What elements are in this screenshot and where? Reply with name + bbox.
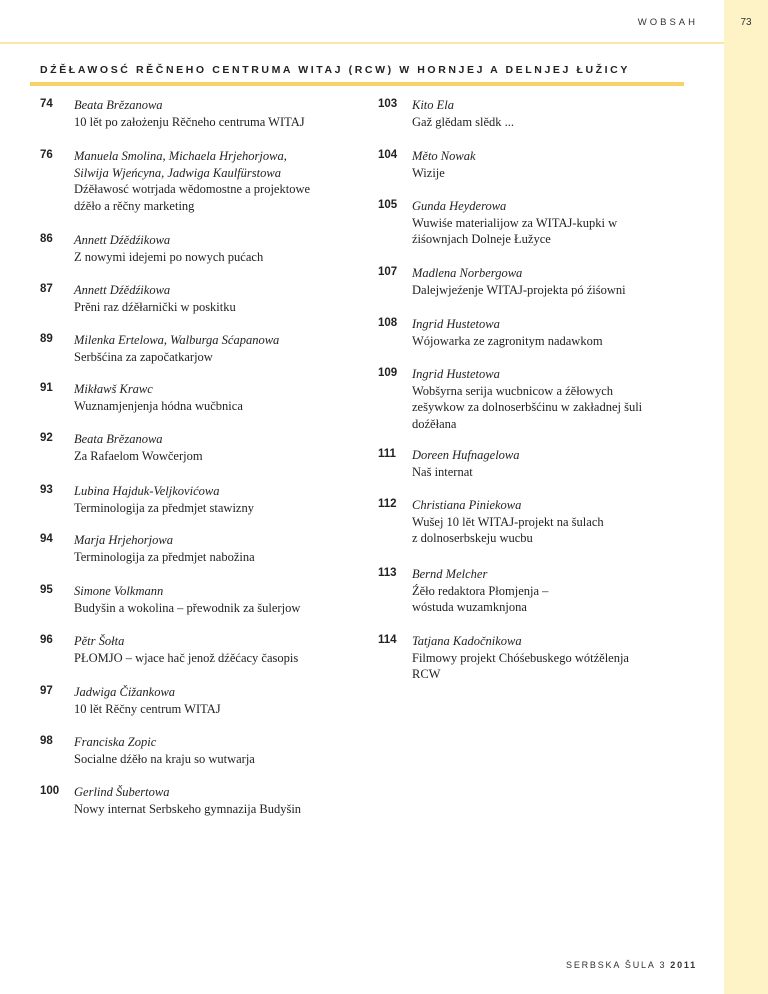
toc-entry-title: Źěło redaktora Płomjenja – wóstuda wuzamknjona [412, 583, 549, 614]
section-title: DŹĚŁAWOSĆ RĚČNEHO CENTRUMA WITAJ (RCW) W HORNJEJ A DELNJEJ ŁUŽICY [40, 64, 630, 76]
toc-entry-text [74, 282, 236, 315]
toc-entry-text [412, 633, 629, 683]
toc-entry-author: Mikławš Krawc [74, 382, 153, 396]
side-strip [724, 0, 768, 994]
toc-entry-page-number: 98 [40, 735, 53, 747]
toc-entry-page-number: 109 [378, 367, 398, 379]
page-number: 73 [740, 17, 752, 28]
running-head: WOBSAH [637, 17, 698, 28]
toc-entry-page-number: 93 [40, 484, 53, 496]
toc-entry-title: Socialne dźěło na kraju so wutwarja [74, 751, 255, 766]
toc-entry-title: Wušej 10 lět WITAJ-projekt na šulach z dolnoserbskeju wucbu [412, 514, 604, 545]
toc-entry-author: Marja Hrjehorjowa [74, 533, 173, 547]
toc-entry-page-number: 95 [40, 584, 53, 596]
toc-entry-text [412, 447, 520, 480]
toc-entry-author: Beata Brězanowa [74, 432, 163, 446]
toc-entry-text [74, 232, 263, 265]
toc-entry-author: Měto Nowak [412, 149, 476, 163]
toc-entry-text [412, 366, 642, 432]
toc-entry-author: Tatjana Kadočnikowa [412, 634, 522, 648]
toc-entry-title: Wuznamjenjenja hódna wučbnica [74, 398, 243, 413]
toc-entry-title: Filmowy projekt Chóśebuskego wótźělenja RCW [412, 650, 629, 681]
toc-entry-page-number: 107 [378, 266, 398, 278]
toc-entry-text [74, 532, 255, 565]
toc-entry-text [412, 265, 626, 298]
footer-year: 2011 [670, 960, 697, 970]
footer-journal: SERBSKA ŠULA 3 [566, 960, 667, 970]
toc-entry-author: Milenka Ertelowa, Walburga Sćapanowa [74, 333, 280, 347]
toc-entry-title: PŁOMJO – wjace hač jenož dźěćacy časopis [74, 650, 299, 665]
toc-entry-page-number: 76 [40, 149, 53, 161]
toc-entry-text [74, 633, 298, 666]
toc-entry-text [412, 316, 603, 349]
toc-entry-author: Lubina Hajduk-Veljkovićowa [74, 484, 220, 498]
toc-entry-author: Beata Brězanowa [74, 98, 163, 112]
toc-entry-text [74, 583, 300, 616]
toc-entry-title: Prěni raz dźěłarnički w poskitku [74, 299, 236, 314]
toc-entry-page-number: 113 [378, 567, 397, 579]
toc-entry-author: Jadwiga Čižankowa [74, 685, 176, 699]
toc-entry-title: Dźěławosć wotrjada wědomostne a projektowe dźěło a rěčny marketing [74, 182, 311, 213]
toc-entry-title: Dalejwjeźenje WITAJ-projekta pó źiśowni [412, 282, 626, 297]
toc-entry-author: Madlena Norbergowa [412, 266, 523, 280]
toc-entry-author: Gunda Heyderowa [412, 199, 507, 213]
toc-entry-text [74, 784, 301, 817]
toc-entry-author: Ingrid Hustetowa [412, 317, 500, 331]
section-title-rule [30, 82, 684, 86]
toc-entry-author: Simone Volkmann [74, 584, 164, 598]
toc-entry-page-number: 100 [40, 785, 60, 797]
toc-entry-page-number: 111 [378, 448, 396, 460]
toc-entry-author: Franciska Zopic [74, 735, 157, 749]
toc-entry-page-number: 114 [378, 634, 397, 646]
toc-entry-author: Annett Dźědźikowa [74, 283, 171, 297]
toc-entry-title: Wójowarka ze zagronitym nadawkom [412, 333, 603, 348]
toc-entry-page-number: 86 [40, 233, 53, 245]
toc-entry-text [74, 332, 279, 365]
toc-entry-text [412, 97, 514, 130]
toc-entry-text [74, 97, 305, 130]
toc-entry-page-number: 96 [40, 634, 53, 646]
toc-entry-text [74, 431, 203, 464]
toc-entry-title: Terminologija za předmjet stawizny [74, 500, 254, 515]
toc-entry-title: Budyšin a wokolina – přewodnik za šulerjow [74, 600, 301, 615]
toc-entry-author: Annett Dźědźikowa [74, 233, 171, 247]
toc-entry-page-number: 105 [378, 199, 398, 211]
toc-entry-author: Pětr Šołta [74, 634, 125, 648]
toc-entry-page-number: 87 [40, 283, 53, 295]
toc-entry-author: Doreen Hufnagelowa [412, 448, 520, 462]
toc-entry-author: Ingrid Hustetowa [412, 367, 500, 381]
toc-entry-title: Z nowymi idejemi po nowych pućach [74, 249, 264, 264]
toc-entry-title: Za Rafaelom Wowčerjom [74, 448, 203, 463]
toc-entry-title: 10 lět Rěčny centrum WITAJ [74, 701, 221, 716]
toc-entry-title: Gaž glědam slědk ... [412, 114, 515, 129]
toc-entry-text [74, 148, 310, 214]
toc-entry-title: Wizije [412, 165, 445, 180]
toc-entry-page-number: 91 [40, 382, 53, 394]
toc-entry-page-number: 92 [40, 432, 53, 444]
toc-entry-title: Nowy internat Serbskeho gymnazija Budyšin [74, 801, 302, 816]
toc-entry-page-number: 74 [40, 98, 53, 110]
toc-entry-page-number: 89 [40, 333, 53, 345]
toc-entry-text [412, 497, 604, 547]
toc-entry-text [412, 198, 617, 248]
toc-entry-title: Wuwiśe materialijow za WITAJ-kupki w źiśownjach Dolneje Łužyce [412, 215, 618, 246]
toc-entry-author: Gerlind Šubertowa [74, 785, 170, 799]
toc-entry-page-number: 104 [378, 149, 398, 161]
toc-entry-title: 10 lět po założenju Rěčneho centruma WITAJ [74, 114, 305, 129]
toc-entry-author: Christiana Piniekowa [412, 498, 522, 512]
toc-entry-text [74, 734, 255, 767]
toc-entry-title: Serbšćina za započatkarjow [74, 349, 213, 364]
toc-entry-page-number: 112 [378, 498, 397, 510]
toc-entry-page-number: 103 [378, 98, 398, 110]
toc-entry-text [412, 566, 548, 616]
toc-entry-title: Terminologija za předmjet nabožina [74, 549, 255, 564]
toc-entry-title: Wobšyrna serija wucbnicow a źěłowych zešywkow za dolnoserbšćinu w zakładnej šuli doźěłana [412, 383, 643, 431]
toc-entry-author: Bernd Melcher [412, 567, 488, 581]
toc-entry-text [412, 148, 476, 181]
toc-entry-text [74, 381, 243, 414]
toc-entry-text [74, 684, 221, 717]
toc-entry-page-number: 108 [378, 317, 398, 329]
footer [566, 960, 697, 970]
toc-entry-page-number: 97 [40, 685, 53, 697]
top-rule [0, 42, 724, 44]
toc-entry-text [74, 483, 254, 516]
toc-entry-page-number: 94 [40, 533, 53, 545]
toc-entry-author: Kito Ela [412, 98, 455, 112]
toc-entry-author: Manuela Smolina, Michaela Hrjehorjowa, Silwija Wjeńcyna, Jadwiga Kaulfürstowa [74, 149, 287, 180]
toc-entry-title: Naš internat [412, 464, 473, 479]
